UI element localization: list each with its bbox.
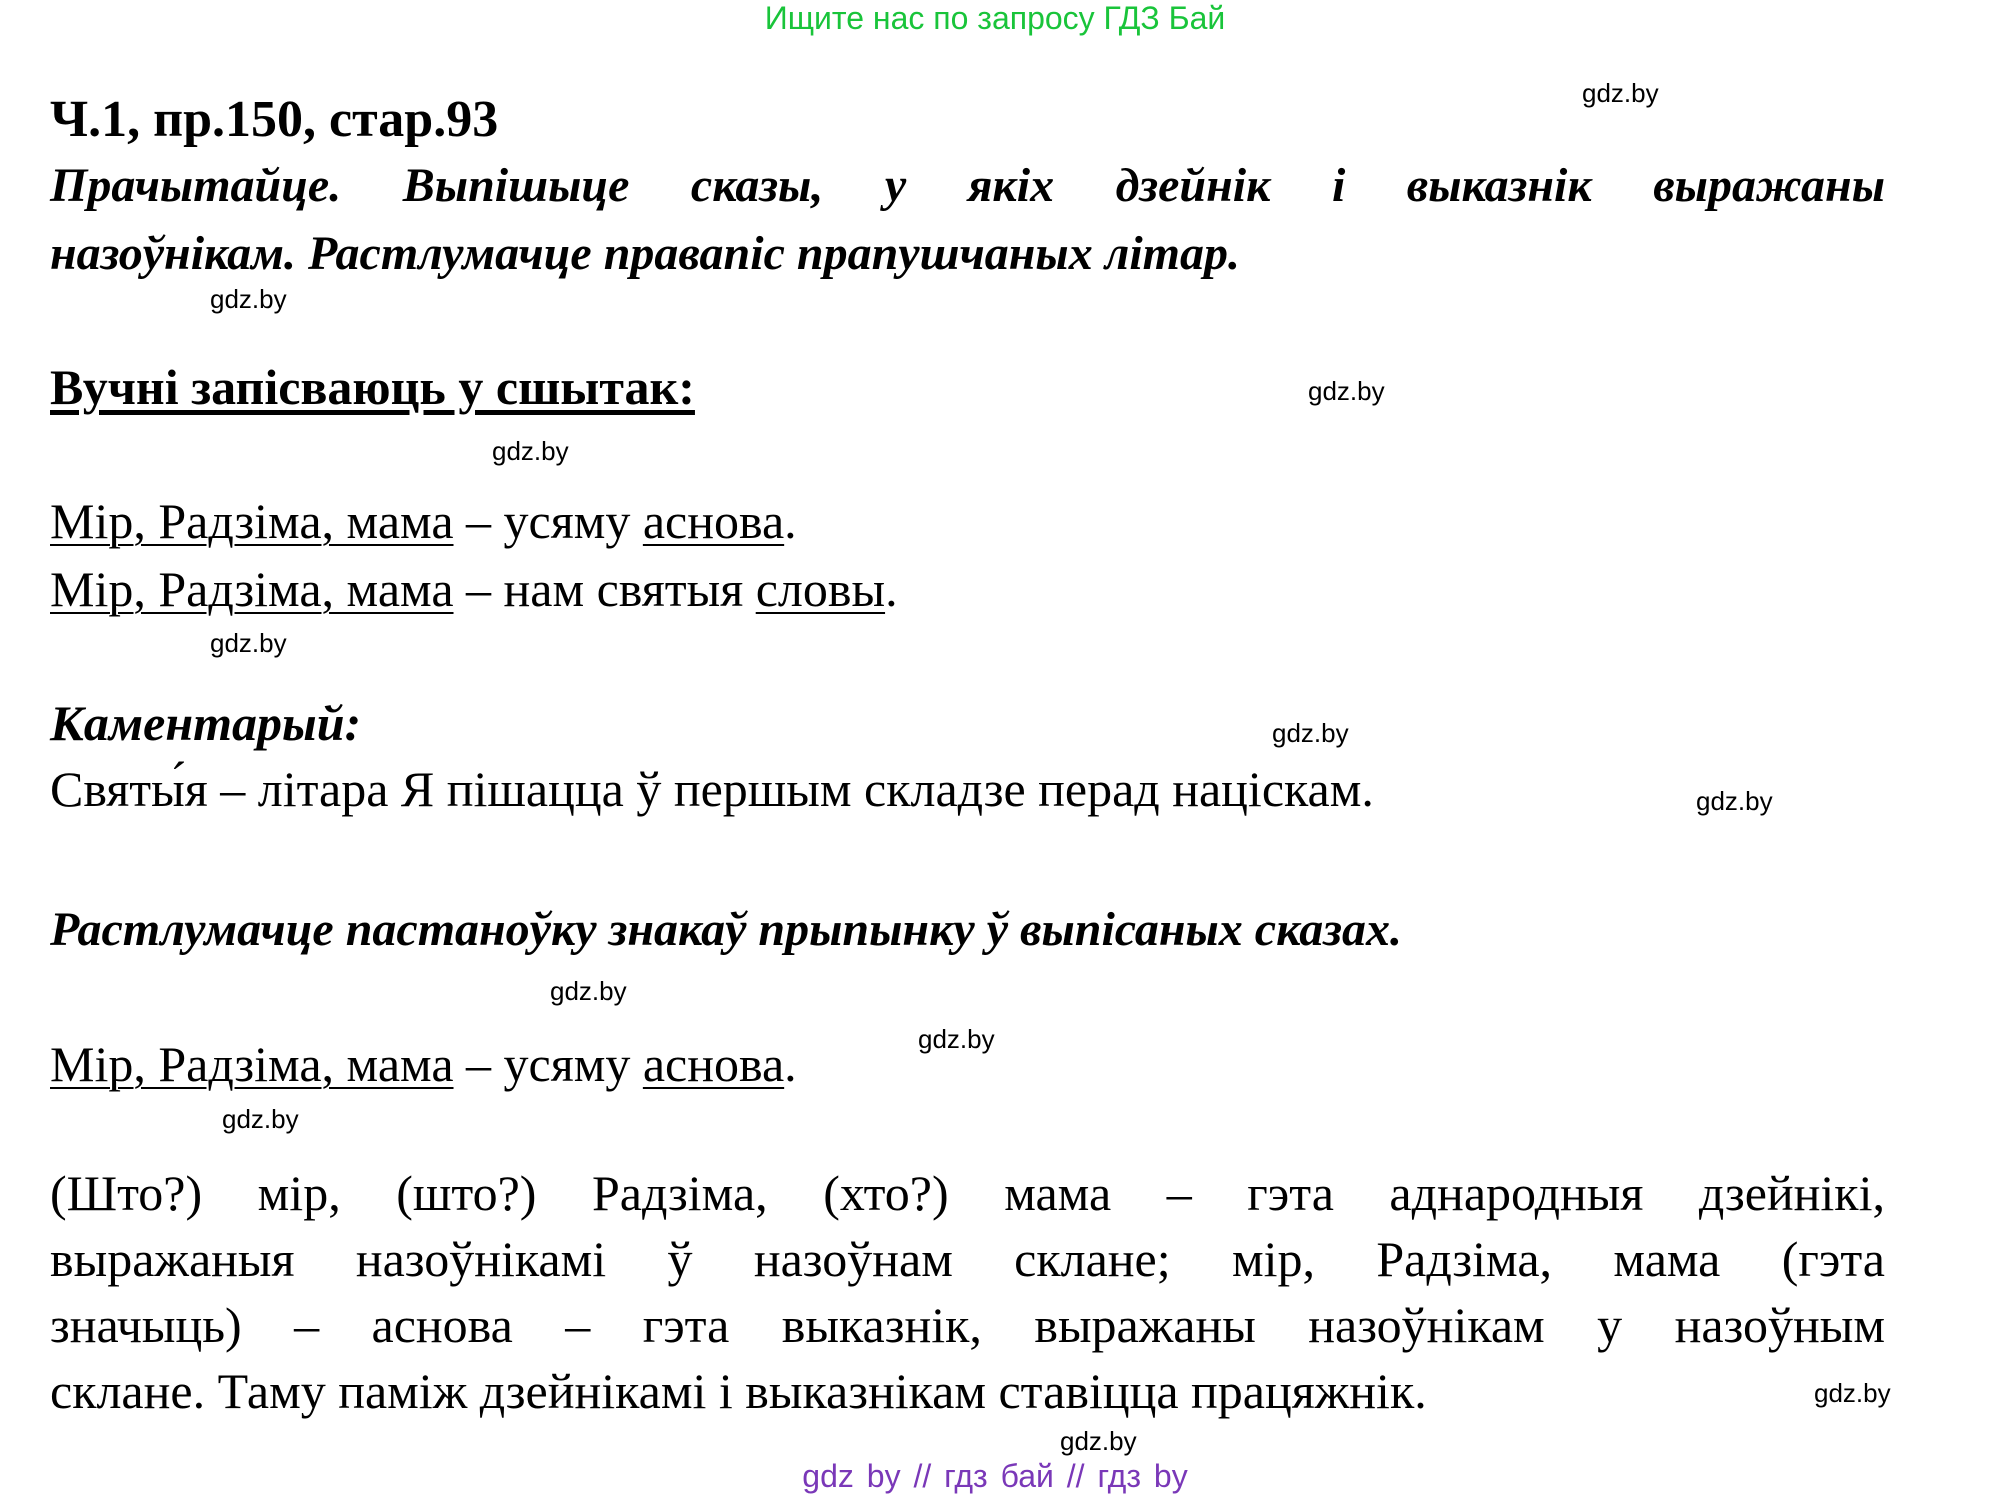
- watermark: gdz.by: [222, 1104, 299, 1134]
- comment-title: Каментарый:: [50, 695, 362, 751]
- explanation-line-4: склане. Таму паміж дзейнікамі і выказнікам ставіцца працяжнік.: [50, 1363, 1427, 1419]
- comment-text: Святы́я – літара Я пішацца ў першым складзе перад націскам.: [50, 761, 1374, 817]
- watermark: gdz.by: [492, 436, 569, 466]
- sentence-3-end: .: [784, 1036, 797, 1092]
- sentence-1-end: .: [784, 493, 797, 549]
- task-instruction-1: [50, 152, 1885, 288]
- watermark: gdz.by: [1582, 78, 1659, 108]
- sentence-2-subject: Мір, Радзіма, мама: [50, 561, 454, 617]
- top-banner[interactable]: Ищите нас по запросу ГДЗ Бай: [764, 0, 1226, 36]
- task-2-line: Растлумачце пастаноўку знакаў прыпынку ў выпісаных сказах.: [50, 903, 1402, 956]
- sentence-1-dash-part: – усяму: [453, 493, 643, 549]
- explanation-line-2: выражаныя назоўнікамі ў назоўнам склане; мір, Радзіма, мама (гэта: [50, 1231, 1885, 1287]
- footer-links[interactable]: gdz by // гдз бай // гдз by: [802, 1458, 1188, 1494]
- task-instruction-2: [50, 896, 1885, 964]
- watermark: gdz.by: [210, 628, 287, 658]
- explanation-line-3: значыць) – аснова – гэта выказнік, выражаны назоўнікам у назоўным: [50, 1297, 1885, 1353]
- watermark: gdz.by: [210, 284, 287, 314]
- example-sentence-3: [50, 1035, 797, 1093]
- page-title: Ч.1, пр.150, стар.93: [50, 91, 499, 148]
- example-sentence-2: [50, 560, 898, 618]
- watermark: gdz.by: [1060, 1426, 1137, 1456]
- task-1-line-1: Прачытайце. Выпішыце сказы, у якіх дзейнік і выказнік выражаны: [50, 159, 1885, 212]
- sentence-1-subject: Мір, Радзіма, мама: [50, 493, 454, 549]
- sentence-2-predicate: словы: [755, 561, 886, 617]
- sentence-2-dash-part: – нам святыя: [453, 561, 756, 617]
- sentence-3-subject: Мір, Радзіма, мама: [50, 1036, 454, 1092]
- sentence-2-end: .: [885, 561, 898, 617]
- sentence-1-predicate: аснова: [642, 493, 785, 549]
- explanation-line-1: (Што?) мір, (што?) Радзіма, (хто?) мама – гэта аднародныя дзейнікі,: [50, 1165, 1885, 1221]
- watermark: gdz.by: [1272, 718, 1349, 748]
- example-sentence-1: [50, 492, 797, 550]
- sentence-3-predicate: аснова: [642, 1036, 785, 1092]
- explanation-paragraph: [50, 1160, 1885, 1424]
- task-1-line-2: назоўнікам. Растлумачце правапіс прапушчаных літар.: [50, 227, 1241, 280]
- watermark: gdz.by: [1696, 786, 1773, 816]
- watermark: gdz.by: [1814, 1378, 1891, 1408]
- watermark: gdz.by: [550, 976, 627, 1006]
- notebook-heading: Вучні запісваюць у сшытак:: [50, 359, 695, 415]
- watermark: gdz.by: [918, 1024, 995, 1054]
- watermark: gdz.by: [1308, 376, 1385, 406]
- sentence-3-dash-part: – усяму: [453, 1036, 643, 1092]
